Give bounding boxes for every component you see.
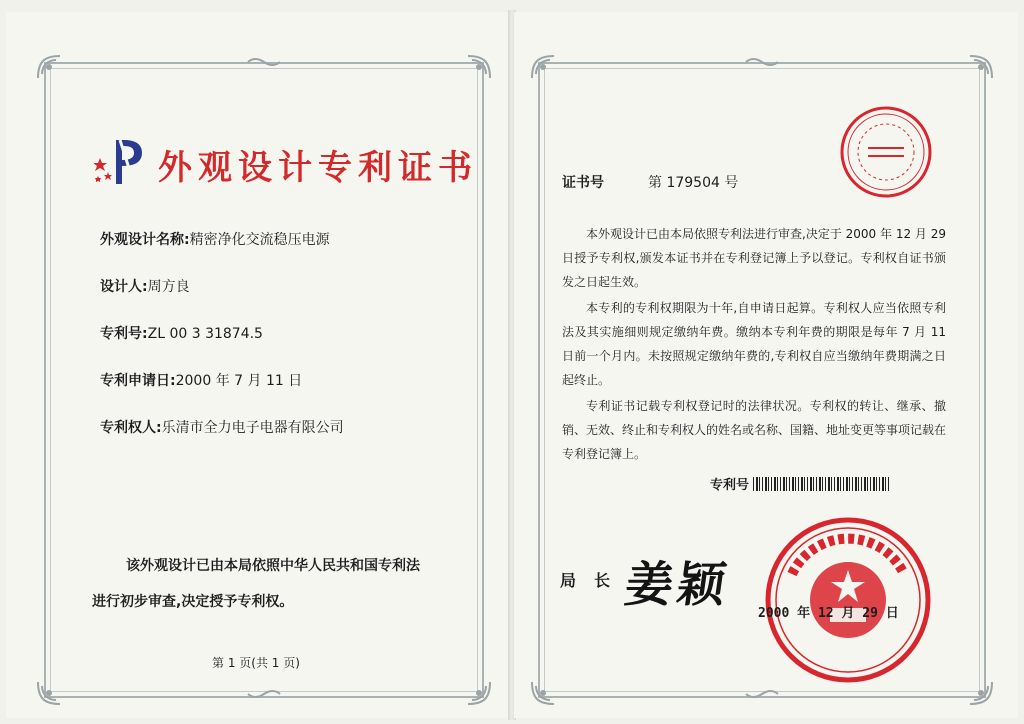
- corner-ornament-icon: [528, 52, 558, 82]
- corner-ornament-icon: [34, 52, 64, 82]
- designer-field: [100, 276, 190, 296]
- legal-status-paragraph: 专利证书记载专利权登记时的法律状况。专利权的转让、继承、撤销、无效、终止和专利权人的姓名或名称、国籍、地址变更等事项记载在专利登记簿上。: [562, 399, 947, 461]
- certificate-number-label: 证书号: [562, 175, 604, 191]
- term-paragraph: 本专利的专利权期限为十年,自申请日起算。专利权人应当依照专利法及其实施细则规定缴纳年费。缴纳本专利年费的期限是每年 7 月 11 日前一个月内。未按照规定缴纳年费的,专利权自应当缴纳年费期满之日起终止。: [562, 301, 946, 387]
- corner-ornament-icon: [34, 678, 64, 708]
- patent-office-logo-icon: [94, 136, 156, 186]
- corner-ornament-icon: [464, 678, 494, 708]
- corner-ornament-icon: [528, 678, 558, 708]
- patent-number-value: ZL 00 3 31874.5: [147, 326, 263, 342]
- director-label: 局长: [560, 571, 629, 590]
- border-ornament-icon: [744, 56, 780, 68]
- application-date-label: 专利申请日:: [100, 373, 176, 389]
- patentee-value: 乐清市全力电子电器有限公司: [161, 420, 344, 436]
- corner-ornament-icon: [966, 678, 996, 708]
- grant-statement: [92, 548, 492, 620]
- state-ip-office-seal-icon: [762, 514, 934, 686]
- design-name-label: 外观设计名称:: [100, 232, 190, 248]
- grant-statement-line: 进行初步审查,决定授予专利权。: [92, 594, 294, 610]
- patent-number-barcode-label: 专利号: [710, 478, 750, 493]
- page-number: 第 1 页(共 1 页): [212, 656, 300, 670]
- designer-value: 周方良: [147, 279, 190, 295]
- patent-number-field: [100, 323, 263, 343]
- right-page: [514, 12, 1018, 718]
- corner-ornament-icon: [464, 52, 494, 82]
- design-name-value: 精密净化交流稳压电源: [189, 232, 330, 248]
- grant-statement-line: 该外观设计已由本局依照中华人民共和国专利法: [126, 558, 420, 574]
- border-ornament-icon: [744, 688, 780, 700]
- director-signature: 姜颖: [621, 557, 734, 613]
- certificate-number-value: 第 179504 号: [648, 175, 739, 191]
- border-ornament-icon: [246, 56, 282, 68]
- patent-number-label: 专利号:: [100, 326, 148, 342]
- registry-seal-icon: [838, 104, 934, 200]
- application-date-field: [100, 370, 302, 390]
- patentee-field: [100, 417, 344, 437]
- barcode-icon: [753, 477, 891, 491]
- patent-number-barcode-row: [710, 474, 891, 493]
- corner-ornament-icon: [966, 52, 996, 82]
- patentee-label: 专利权人:: [100, 420, 162, 436]
- design-name-field: [100, 229, 330, 249]
- designer-label: 设计人:: [100, 279, 148, 295]
- certificate-number-row: [562, 172, 738, 192]
- certificate-title: 外观设计专利证书: [158, 148, 478, 188]
- application-date-value: 2000 年 7 月 11 日: [175, 373, 303, 389]
- issue-date: 2000 年 12 月 29 日: [758, 606, 899, 621]
- border-ornament-icon: [246, 688, 282, 700]
- grant-paragraph: 本外观设计已由本局依照专利法进行审查,决定于 2000 年 12 月 29 日授予专利权,颁发本证书并在专利登记簿上予以登记。专利权自证书颁发之日起生效。: [562, 227, 946, 289]
- left-page: [6, 12, 510, 718]
